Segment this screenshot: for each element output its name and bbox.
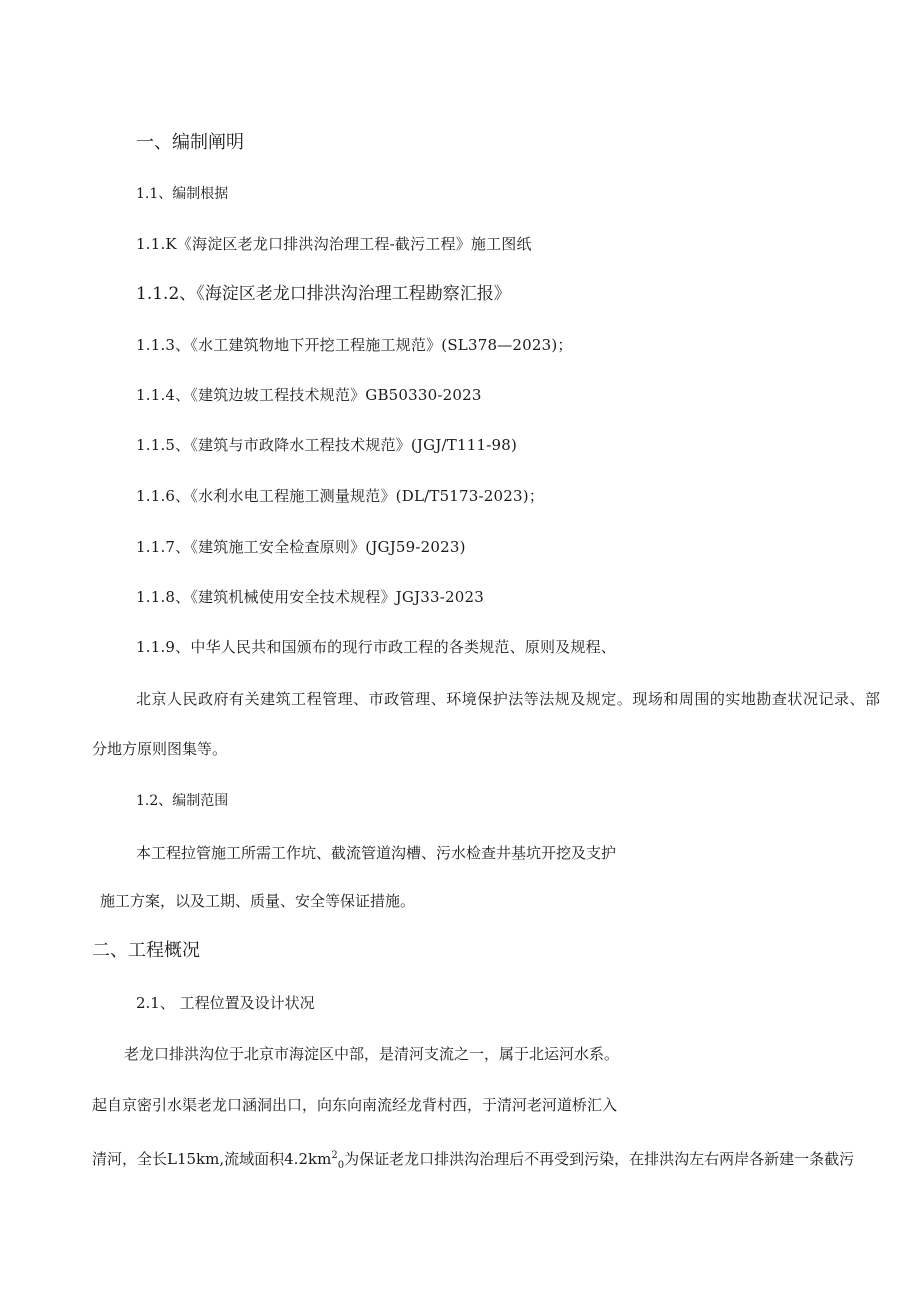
subscript: 0 (337, 1160, 345, 1171)
paragraph-line: 起自京密引水渠老龙口涵洞出口，向东向南流经龙背村西，于清河老河道桥汇入 (92, 1096, 618, 1114)
paragraph-text: 为保证老龙口排洪沟治理后不再受到污染，在排洪沟左右两岸各新建一条截污 (344, 1150, 855, 1168)
paragraph-line: 老龙口排洪沟位于北京市海淀区中部，是清河支流之一，属于北运河水系。 (124, 1045, 620, 1063)
list-item: 1.1.7、《建筑施工安全检查原则》(JGJ59-2023) (136, 538, 466, 556)
section-1-title: 一、编制阐明 (136, 132, 244, 153)
paragraph-text: 清河，全长L15km,流域面积4.2km (92, 1150, 332, 1168)
paragraph-line: 本工程拉管施工所需工作坑、截流管道沟槽、污水检查井基坑开挖及支护 (136, 844, 617, 862)
paragraph-line: 施工方案，以及工期、质量、安全等保证措施。 (100, 892, 416, 910)
list-item: 1.1.8、《建筑机械使用安全技术规程》JGJ33-2023 (136, 588, 485, 606)
list-item: 1.1.5、《建筑与市政降水工程技术规范》(JGJ/T111-98) (136, 436, 518, 454)
paragraph-line: 北京人民政府有关建筑工程管理、市政管理、环境保护法等法规及规定。现场和周围的实地勘查状况记录、部 (136, 690, 880, 708)
list-item: 1.1.2、《海淀区老龙口排洪沟治理工程勘察汇报》 (136, 284, 511, 304)
subsection-2-1-heading: 2.1、 工程位置及设计状况 (136, 994, 315, 1012)
list-item: 1.1.3、《水工建筑物地下开挖工程施工规范》(SL378—2023)； (136, 336, 573, 354)
subsection-1-1-heading: 1.1、编制根据 (136, 186, 229, 202)
section-2-title: 二、工程概况 (92, 940, 200, 961)
list-item: 1.1.K《海淀区老龙口排洪沟治理工程-截污工程》施工图纸 (136, 235, 532, 253)
paragraph-line: 分地方原则图集等。 (92, 740, 228, 758)
paragraph-line (92, 1151, 880, 1171)
list-item: 1.1.6、《水利水电工程施工测量规范》(DL/T5173-2023)； (136, 487, 545, 505)
list-item: 1.1.9、中华人民共和国颁布的现行市政工程的各类规范、原则及规程、 (136, 638, 616, 656)
superscript: 2 (331, 1150, 338, 1161)
subsection-1-2-heading: 1.2、编制范围 (136, 793, 229, 809)
list-item: 1.1.4、《建筑边坡工程技术规范》GB50330-2023 (136, 386, 482, 404)
